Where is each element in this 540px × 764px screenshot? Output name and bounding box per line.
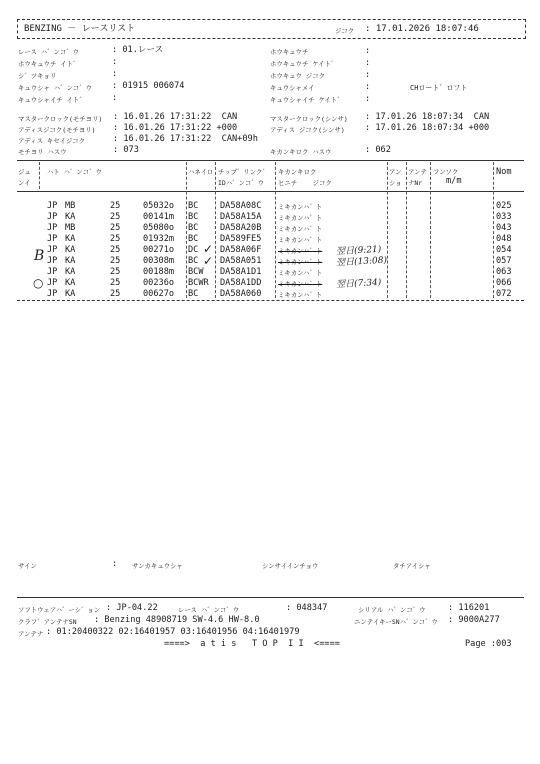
row-country: JP (47, 278, 58, 288)
handwritten-note-next-day: 翌日(9:21) (335, 244, 382, 258)
row-year: 25 (110, 278, 121, 288)
master-clock-judge-value: : 17.01.26 18:07:34 CAN (365, 112, 490, 122)
signature-colon: : (112, 559, 118, 569)
row-club: KA (65, 234, 76, 244)
row-status: ミキカンハ゛ト (278, 236, 323, 244)
row-year: 25 (110, 223, 121, 233)
header-rank: ジュ (18, 168, 31, 176)
row-nom: 048 (496, 234, 512, 244)
row-ring: 01932m (143, 234, 175, 244)
row-country: JP (47, 223, 58, 233)
handwritten-circle-mark: ○ (33, 276, 44, 290)
basket-count-value: : 073 (113, 145, 139, 155)
row-chip: DA589FE5 (220, 234, 262, 244)
release-time-label: ホウキュウ ジコク (270, 72, 325, 80)
signature-label: サイン (18, 562, 37, 570)
table-row (0, 223, 540, 234)
master-clock-basket-value: : 16.01.26 17:31:22 CAN (113, 112, 238, 122)
record-count-value: : 062 (365, 145, 391, 155)
row-status: ミキカンハ゛ト (278, 214, 323, 222)
race-number-footer-value: : 048347 (286, 603, 328, 613)
row-nom: 057 (496, 256, 512, 266)
row-club: KA (65, 289, 76, 299)
table-row (0, 234, 540, 245)
header-antenna: アンテ (408, 168, 427, 176)
row-ring: 05080o (143, 223, 175, 233)
software-version-label: ソフトウェアハ゛ーシ゛ョン (18, 606, 101, 614)
row-nom: 033 (496, 212, 512, 222)
row-club: KA (65, 245, 76, 255)
release-longitude-label: ホウキュウチ ケイト゛ (270, 60, 338, 68)
table-row (0, 245, 540, 256)
row-ring: 00627o (143, 289, 175, 299)
time-value: : 17.01.2026 18:07:46 (365, 24, 479, 34)
row-club: KA (65, 278, 76, 288)
row-country: JP (47, 201, 58, 211)
row-country: JP (47, 267, 58, 277)
row-ring: 00271o (143, 245, 175, 255)
table-row (0, 256, 540, 267)
race-number-value: : 01.レース (112, 45, 164, 55)
header-feather-color: ハネイロ (188, 168, 214, 176)
header-record: キカンキロク (278, 168, 317, 176)
row-chip: DA58A15A (220, 212, 262, 222)
atis-time-judge-value: : 17.01.26 18:07:34 +000 (365, 123, 490, 133)
header-speed-unit: m/m (446, 176, 462, 186)
serial-number-label: シリアル ハ゛ンコ゛ウ (358, 606, 426, 614)
loft-name-label: キュウシャメイ (270, 84, 315, 92)
row-club: KA (65, 267, 76, 277)
row-status: ミキカンハ゛ト (278, 280, 323, 288)
header-rank-2: ンイ (18, 179, 31, 187)
row-country: JP (47, 289, 58, 299)
row-chip: DA58A051 (220, 256, 262, 266)
header-record-datetime: ヒニチ ジコク (278, 179, 332, 187)
table-row (0, 267, 540, 278)
row-club: KA (65, 256, 76, 266)
race-number-label: レース ハ゛ンコ゛ウ (18, 48, 80, 56)
auth-key-label: ニンテイキーSNハ゛ンコ゛ウ (354, 618, 438, 626)
basket-count-label: モチヨリ ハスウ (18, 148, 67, 156)
table-header-rule (17, 191, 524, 192)
handwritten-check-mark: ✓ (203, 242, 214, 256)
auth-key-value: : 9000A277 (448, 615, 500, 625)
atis-time-judge-label: アディス ジコク(シンサ) (270, 126, 345, 134)
participant-label: サンカキュウシャ (132, 562, 183, 570)
atis-time-basket-label: アディスジコク(モチヨリ) (18, 126, 96, 134)
row-color: BCW (188, 267, 204, 277)
row-year: 25 (110, 267, 121, 277)
release-position-value: : (112, 57, 118, 67)
document-title: BENZING － レースリスト (24, 24, 136, 34)
row-club: MB (65, 223, 76, 233)
page-number: Page :003 (465, 639, 512, 649)
release-position-label: ホウキュウチ イト゛ (18, 60, 80, 68)
row-country: JP (47, 212, 58, 222)
row-status: ミキカンハ゛ト (278, 225, 323, 233)
atis-time-basket-value: : 16.01.26 17:31:22 +000 (113, 123, 238, 133)
info-right-colons: : : : : : (365, 46, 371, 104)
row-nom: 072 (496, 289, 512, 299)
row-ring: 00188m (143, 267, 175, 277)
loft-position-value: : (112, 93, 118, 103)
header-position-2: ショ (389, 179, 402, 187)
row-year: 25 (110, 256, 121, 266)
row-chip: DA58A06F (220, 245, 262, 255)
col-sep (39, 162, 40, 189)
header-position: アン (389, 168, 402, 176)
header-chip-id: IDハ゛ンコ゛ウ (218, 179, 265, 187)
race-number-footer-label: レース ハ゛ンコ゛ウ (178, 606, 240, 614)
antenna-list-label: アンテナ (18, 630, 44, 638)
row-status: ミキカンハ゛ト (278, 247, 323, 255)
row-chip: DA58A1D1 (220, 267, 262, 277)
row-nom: 025 (496, 201, 512, 211)
header-antenna-2: ナNr (408, 179, 423, 187)
row-nom: 054 (496, 245, 512, 255)
master-clock-basket-label: マスタークロック(モチヨリ) (18, 115, 103, 123)
row-chip: DA58A1DD (220, 278, 262, 288)
handwritten-note-next-day: 翌日(7:34) (335, 277, 382, 291)
row-ring: 00308m (143, 256, 175, 266)
row-color: BC (188, 212, 199, 222)
header-pigeon-number: ハト ハ゛ンコ゛ウ (47, 168, 102, 176)
row-color: BC (188, 289, 199, 299)
row-nom: 066 (496, 278, 512, 288)
atis-set-time-value: : 16.01.26 17:31:22 CAN+09h (113, 134, 258, 144)
row-chip: DA58A20B (220, 223, 262, 233)
header-nom: Nom (496, 167, 512, 177)
handwritten-note-next-day: 翌日(13:08) (335, 255, 388, 269)
table-row (0, 278, 540, 289)
brand-line: ====> a t i s T O P I I <==== (164, 639, 340, 649)
row-color: BC (188, 256, 199, 266)
row-club: KA (65, 212, 76, 222)
antenna-list-value: : 01:20400322 02:16401957 03:16401956 04:16401979 (46, 627, 300, 637)
row-chip: DA58A08C (220, 201, 262, 211)
row-status: ミキカンハ゛ト (278, 291, 323, 299)
header-chip-ring: チップ゛リンク゛ (218, 168, 269, 176)
row-year: 25 (110, 245, 121, 255)
table-row (0, 289, 540, 300)
loft-longitude-label: キュウシャイチ ケイト゛ (270, 96, 344, 104)
table-row (0, 212, 540, 223)
loft-name-value: CHロート゛ロフト (410, 84, 468, 92)
row-status: ミキカンハ゛ト (278, 258, 323, 266)
footer-rule (17, 597, 524, 598)
table-top-rule (17, 160, 524, 161)
row-country: JP (47, 234, 58, 244)
row-color: BC (188, 201, 199, 211)
row-year: 25 (110, 201, 121, 211)
serial-number-value: : 116201 (448, 603, 490, 613)
table-row (0, 201, 540, 212)
row-color: BC (188, 223, 199, 233)
row-color: BCWR (188, 278, 209, 288)
time-label: ジコク (335, 27, 355, 35)
row-year: 25 (110, 212, 121, 222)
software-version-value: : JP-04.22 (106, 603, 158, 613)
header-speed: フンソク (433, 168, 459, 176)
row-nom: 063 (496, 267, 512, 277)
atis-set-time-label: アディス キセイジコク (18, 137, 86, 145)
row-ring: 05032o (143, 201, 175, 211)
table-bottom-rule (17, 300, 524, 301)
club-antenna-label: クラフ゛アンテナSN (18, 618, 77, 626)
loft-number-label: キュウシャ ハ゛ンコ゛ウ (18, 84, 93, 92)
row-year: 25 (110, 234, 121, 244)
row-ring: 00141m (143, 212, 175, 222)
loft-position-label: キュウシャイチ イト゛ (18, 96, 86, 104)
handwritten-check-mark: ✓ (203, 254, 214, 268)
distance-value: : (112, 69, 118, 79)
row-club: MB (65, 201, 76, 211)
club-antenna-value: : Benzing 48908719 SW-4.6 HW-8.0 (94, 615, 260, 625)
row-nom: 043 (496, 223, 512, 233)
row-status: ミキカンハ゛ト (278, 203, 323, 211)
record-count-label: キカンキロク ハスウ (270, 148, 332, 156)
row-year: 25 (110, 289, 121, 299)
row-chip: DA58A060 (220, 289, 262, 299)
row-country: JP (47, 245, 58, 255)
witness-label: タチアイシャ (393, 562, 431, 570)
row-color: DC (188, 245, 199, 255)
loft-number-value: : 01915 006074 (112, 81, 185, 91)
master-clock-judge-label: マスタークロック(シンサ) (270, 115, 348, 123)
row-ring: 00236o (143, 278, 175, 288)
row-color: BC (188, 234, 199, 244)
distance-label: シ゛ツキョリ (18, 72, 57, 80)
row-country: JP (47, 256, 58, 266)
row-status: ミキカンハ゛ト (278, 269, 323, 277)
handwritten-b-mark: B (34, 248, 45, 264)
release-site-label: ホウキュウチ (270, 48, 309, 56)
judge-chief-label: シンサイインチョウ (262, 562, 319, 570)
